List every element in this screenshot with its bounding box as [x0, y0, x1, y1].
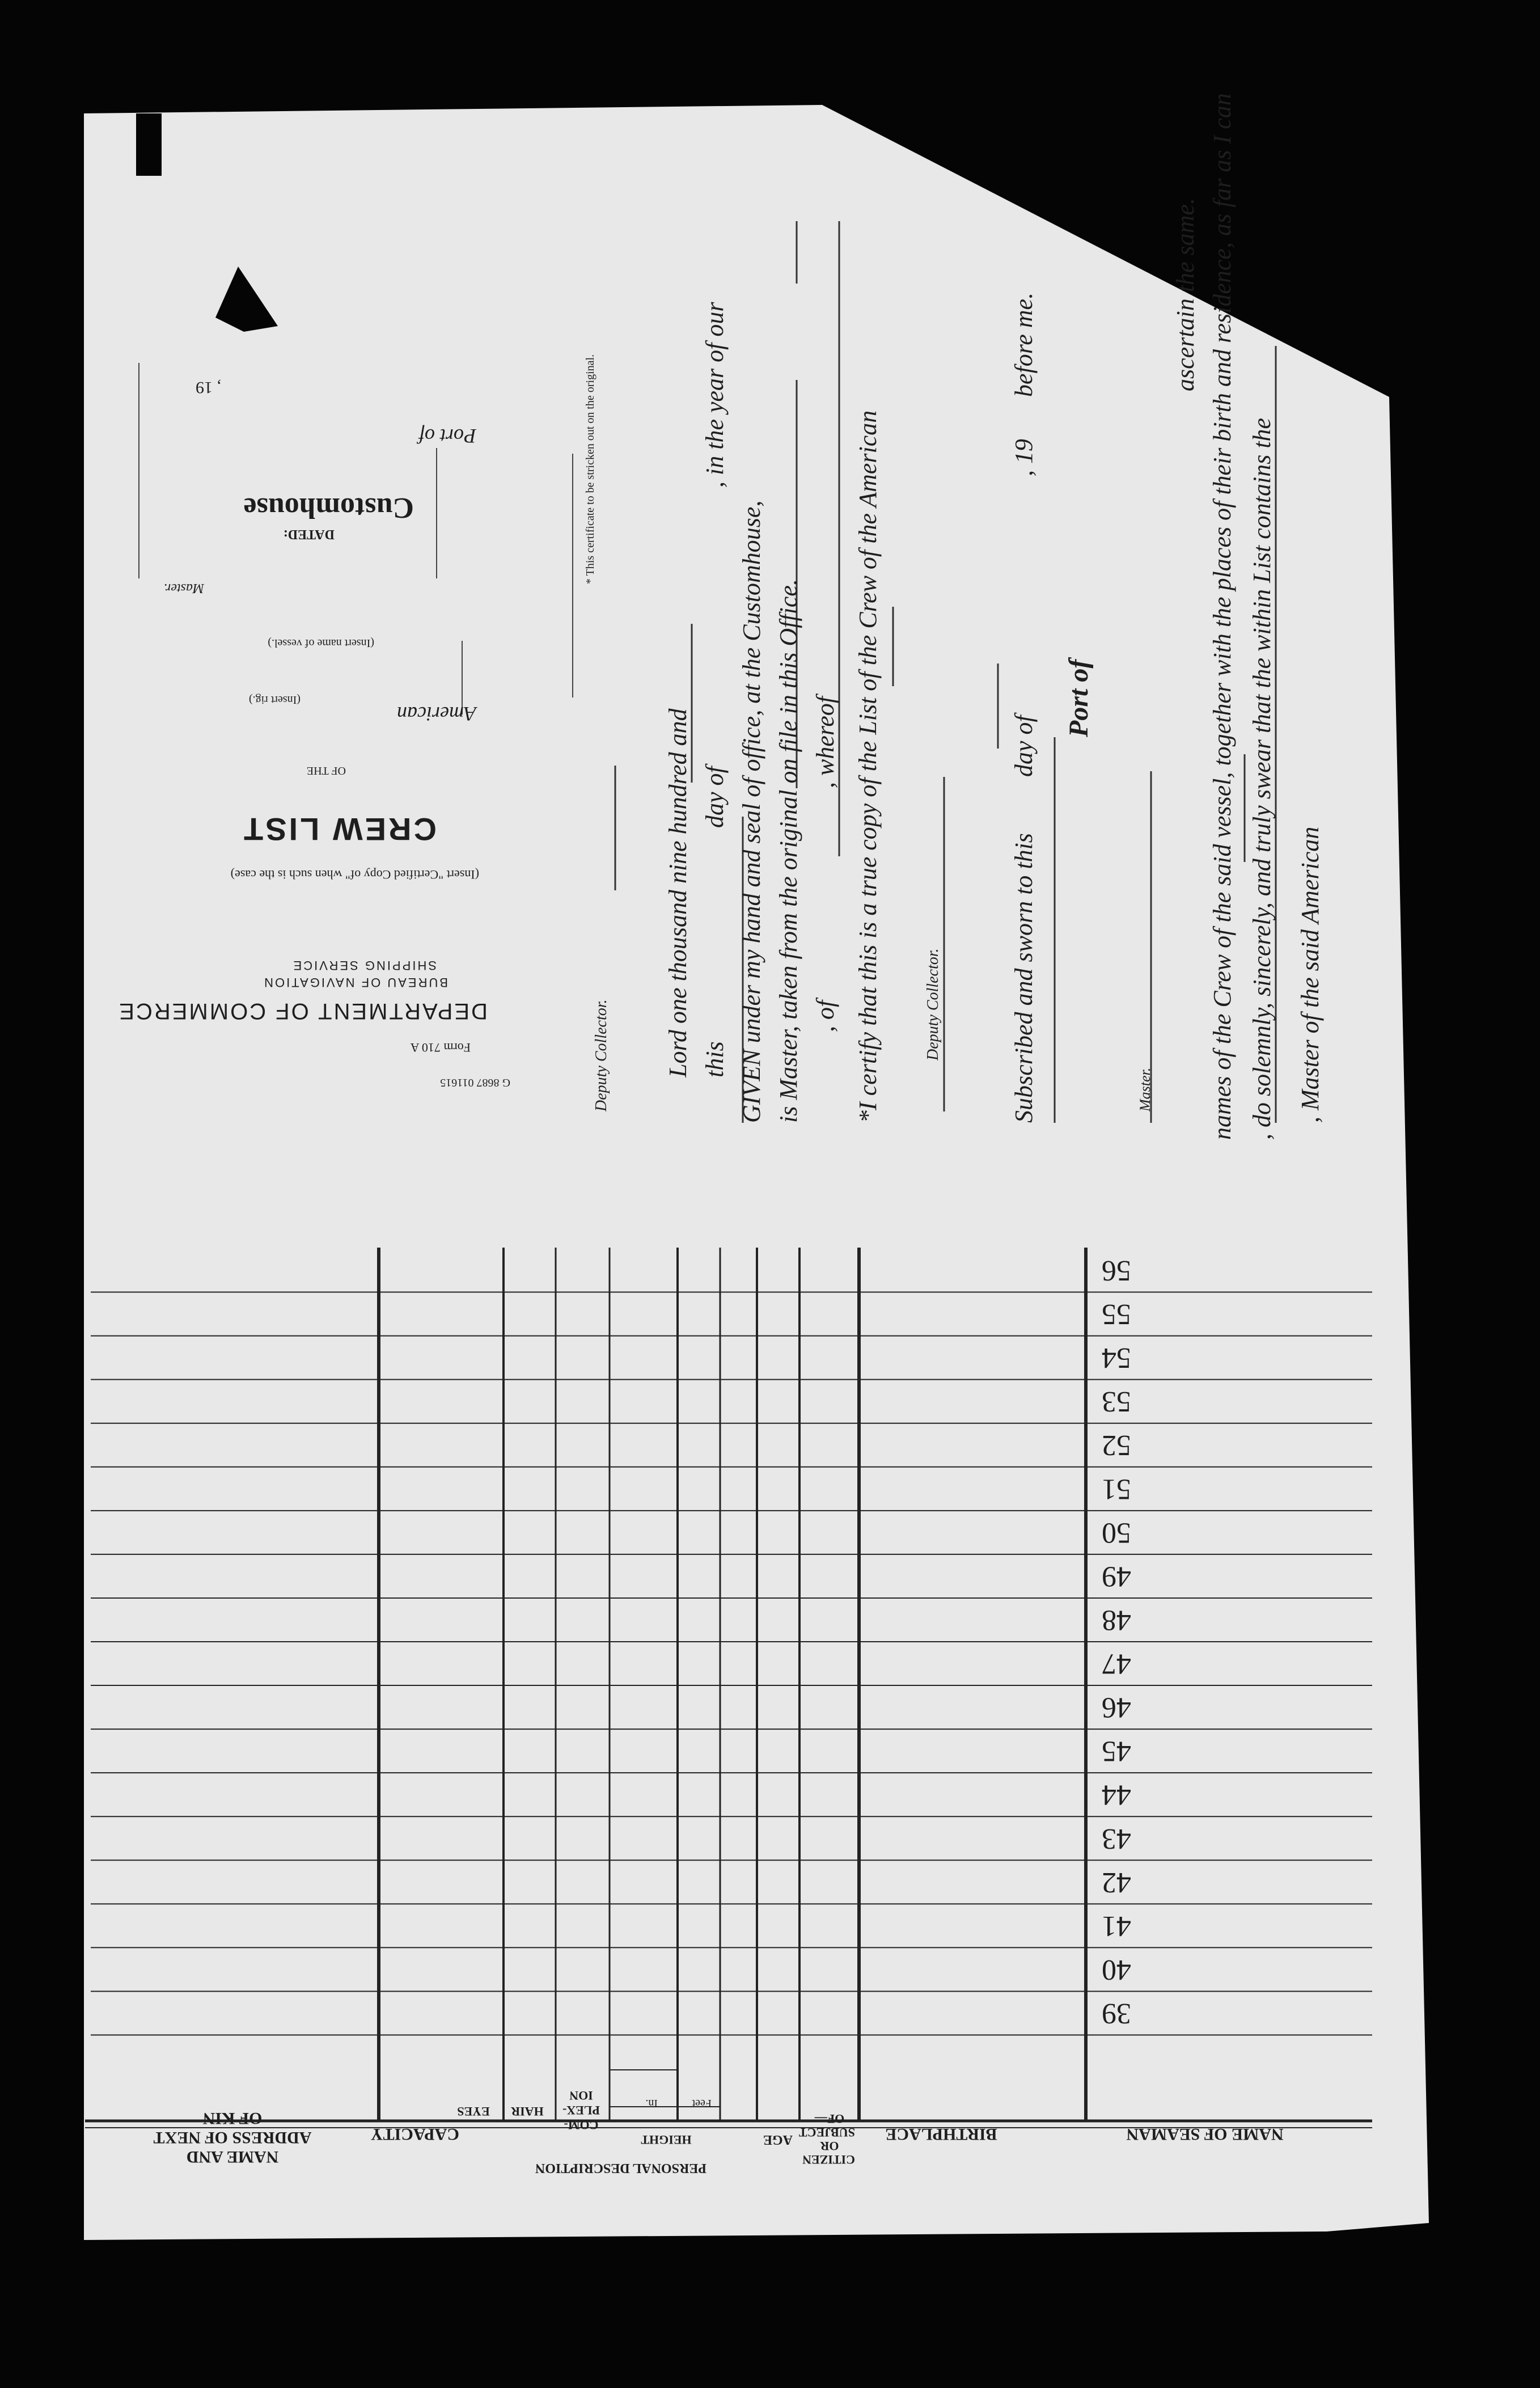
row-number: 52: [1102, 1429, 1131, 1462]
row-number: 49: [1102, 1560, 1131, 1593]
row-number: 42: [1102, 1866, 1131, 1899]
dated-label: DATED:: [283, 527, 335, 542]
header-inches: In.: [645, 2097, 658, 2110]
row-number: 55: [1102, 1298, 1131, 1331]
insert-rig: (Insert rig.): [248, 694, 301, 706]
department: DEPARTMENT OF COMMERCE: [117, 999, 488, 1024]
binding-tab: [136, 113, 162, 176]
cert-line-4: GIVEN under my hand and seal of office, at the Customhouse,: [738, 500, 765, 1123]
row-number: 50: [1102, 1516, 1131, 1549]
header-eyes: EYES: [457, 2104, 490, 2119]
cert-year: , in the year of our: [701, 302, 729, 488]
row-number: 39: [1102, 1997, 1131, 2030]
cover-master: Master.: [163, 581, 204, 595]
oath-day-of: day of: [1010, 715, 1038, 777]
row-number: 43: [1102, 1822, 1131, 1855]
oath-port-of: Port of: [1064, 659, 1094, 737]
row-number: 45: [1102, 1735, 1131, 1768]
row-number: 53: [1102, 1385, 1131, 1418]
row-number: 46: [1102, 1691, 1131, 1724]
oath-line-1: , Master of the said American: [1296, 826, 1324, 1123]
cert-of: , of: [811, 1000, 839, 1032]
insert-vessel: (Insert name of vessel.): [268, 637, 374, 649]
oath-line-4: ascertain the same.: [1171, 198, 1199, 391]
bureau: BUREAU OF NAVIGATION: [263, 975, 448, 990]
customhouse: Customhouse: [243, 492, 414, 524]
header-next-of-kin: NAME AND ADDRESS OF NEXT OF KIN: [153, 2109, 312, 2166]
header-citizen: CITIZEN OR SUBJECT OF—: [798, 2112, 855, 2167]
row-number: 48: [1102, 1604, 1131, 1637]
subscribed-text: Subscribed and sworn to this: [1010, 833, 1038, 1123]
american-label: American: [397, 703, 476, 725]
cert-line-3: is Master, taken from the original on file in this Office.: [775, 579, 802, 1123]
header-birthplace: BIRTHPLACE: [885, 2125, 997, 2144]
oath-deputy-collector: Deputy Collector.: [924, 948, 942, 1060]
row-number: 44: [1102, 1778, 1131, 1811]
header-complexion: COM-PLEX-ION: [562, 2089, 600, 2132]
master-label: Master.: [1137, 1067, 1153, 1111]
cert-footnote: * This certificate to be stricken out on the original.: [584, 354, 596, 584]
row-number: 56: [1102, 1254, 1131, 1287]
row-number: 41: [1102, 1909, 1131, 1942]
row-number: 47: [1102, 1647, 1131, 1680]
cert-this: this: [701, 1041, 729, 1077]
cert-deputy-collector: Deputy Collector.: [593, 999, 610, 1111]
header-personal-description: PERSONAL DESCRIPTION: [535, 2161, 707, 2175]
header-name-of-seaman: NAME OF SEAMAN: [1126, 2125, 1284, 2144]
print-code: G 8687 011615: [440, 1076, 510, 1089]
oath-line-3: names of the Crew of the said vessel, together with the places of their birth and residence, as far as I can: [1208, 93, 1236, 1140]
row-number: 51: [1102, 1473, 1131, 1506]
shipping-service: SHIPPING SERVICE: [291, 958, 437, 973]
cert-line-6: Lord one thousand nine hundred and: [664, 708, 692, 1077]
insert-certified-note: (Insert "Certified Copy of" when such is the case): [230, 868, 479, 882]
header-feet: Feet: [692, 2097, 712, 2110]
cover-year: , 19: [196, 378, 221, 397]
crew-list-title: CREW LIST: [242, 812, 437, 847]
form-number: Form 710 A: [410, 1041, 471, 1055]
cert-day-of: day of: [701, 766, 729, 828]
header-age: AGE: [763, 2132, 793, 2147]
oath-line-2: , do solemnly, sincerely, and truly swear that the within List contains the: [1248, 417, 1276, 1140]
cert-line-1: *I certify that this is a true copy of the List of the Crew of the American: [854, 410, 882, 1123]
header-height: HEIGHT: [641, 2133, 692, 2147]
cert-whereof: , whereof: [811, 696, 839, 788]
before-me: before me.: [1010, 292, 1038, 397]
row-number: 54: [1102, 1342, 1131, 1375]
header-hair: HAIR: [511, 2104, 544, 2119]
cover-port-of: Port of: [418, 425, 476, 447]
row-number: 40: [1102, 1953, 1131, 1986]
oath-year: , 19: [1010, 439, 1038, 476]
header-capacity: CAPACITY: [370, 2125, 459, 2144]
of-the: OF THE: [306, 764, 346, 777]
